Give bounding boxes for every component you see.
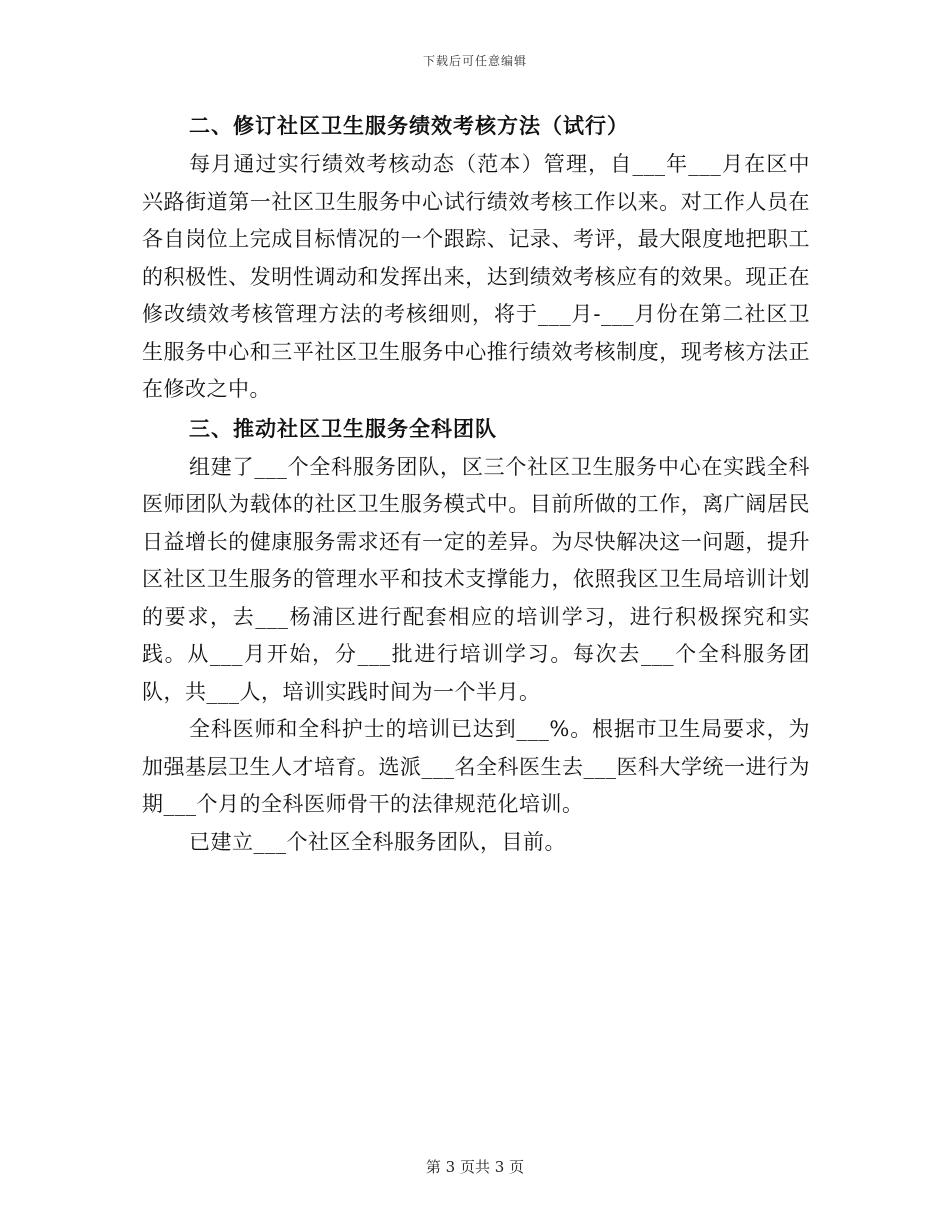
page-header: 下载后可任意编辑 — [422, 54, 527, 68]
section-heading-2: 二、修订社区卫生服务绩效考核方法（试行） — [189, 113, 629, 138]
page-footer: 第 3 页共 3 页 — [425, 1158, 525, 1176]
section-3-paragraph-1: 组建了___个全科服务团队，区三个社区卫生服务中心在实践全科医师团队为载体的社区卫生服务模式中。目前所做的工作，离广阔居民日益增长的健康服务需求还有一定的差异。为尽快解决这一问题，提升区社区卫生服务的管理水平和技术支撑能力，依照我区卫生局培训计划的要求，去___杨浦区进行配套相应的培训学习，进行积极探究和实践。从___月开始，分___批进行培训学习。每次去___个全科服务团队，共___人，培训实践时间为一个半月。 — [142, 454, 810, 704]
document-body — [142, 106, 810, 861]
section-3-paragraph-3: 已建立___个社区全科服务团队，目前。 — [189, 829, 566, 854]
section-heading-3: 三、推动社区卫生服务全科团队 — [189, 415, 497, 441]
section-2-paragraph-1: 每月通过实行绩效考核动态（范本）管理，自___年___月在区中兴路街道第一社区卫生服务中心试行绩效考核工作以来。对工作人员在各自岗位上完成目标情况的一个跟踪、记录、考评，最大限度地把职工的积极性、发明性调动和发挥出来，达到绩效考核应有的效果。现正在修改绩效考核管理方法的考核细则，将于___月-___月份在第二社区卫生服务中心和三平社区卫生服务中心推行绩效考核制度，现考核方法正在修改之中。 — [142, 152, 810, 401]
section-3-paragraph-2: 全科医师和全科护士的培训已达到___%。根据市卫生局要求，为加强基层卫生人才培育。选派___名全科医生去___医科大学统一进行为期___个月的全科医师骨干的法律规范化培训。 — [142, 717, 810, 816]
